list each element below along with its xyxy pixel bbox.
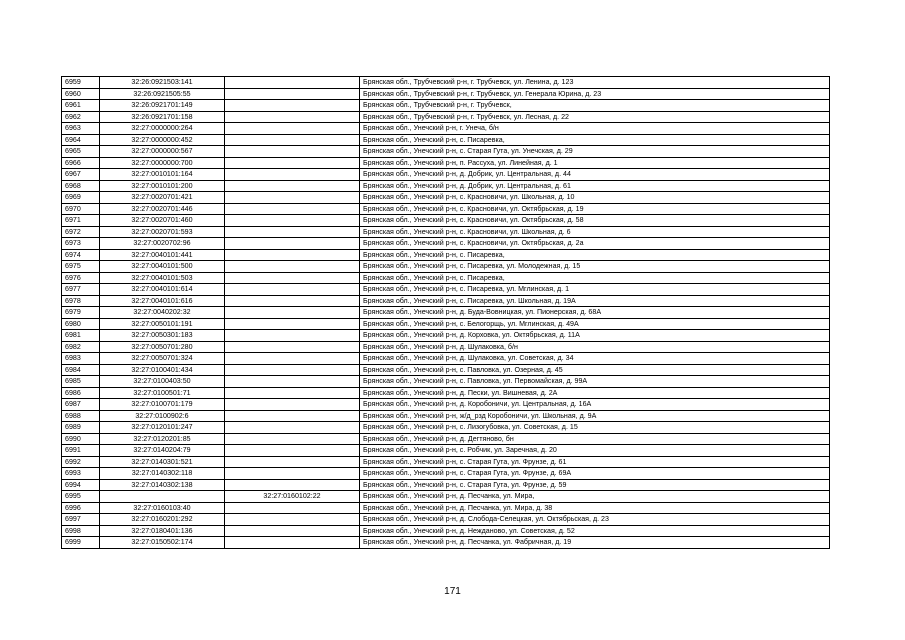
table-row: [62, 422, 830, 434]
cadastral-number-cell: 32:27:0010101:164: [100, 169, 225, 181]
cadastral-number-cell: 32:27:0050701:324: [100, 353, 225, 365]
row-number-cell: 6983: [62, 353, 100, 365]
row-number-cell: 6985: [62, 376, 100, 388]
row-number-cell: 6965: [62, 146, 100, 158]
alt-cadastral-number-cell: [225, 192, 360, 204]
address-cell: Брянская обл., Унечский р-н, с. Красновичи, ул. Школьная, д. 10: [360, 192, 830, 204]
cadastral-number-cell: 32:27:0180401:136: [100, 525, 225, 537]
address-cell: Брянская обл., Трубчевский р-н, г. Трубчевск,: [360, 100, 830, 112]
address-cell: Брянская обл., Унечский р-н, с. Писаревка,: [360, 134, 830, 146]
alt-cadastral-number-cell: [225, 226, 360, 238]
address-cell: Брянская обл., Унечский р-н, с. Писаревка,: [360, 249, 830, 261]
row-number-cell: 6962: [62, 111, 100, 123]
address-cell: Брянская обл., Унечский р-н, с. Белогорщь, ул. Мглинская, д. 49А: [360, 318, 830, 330]
table-row: [62, 410, 830, 422]
cadastral-number-cell: 32:27:0040101:614: [100, 284, 225, 296]
address-cell: Брянская обл., Унечский р-н, д. Дегтяново, бн: [360, 433, 830, 445]
table-row: [62, 514, 830, 526]
table-row: [62, 456, 830, 468]
cadastral-number-cell: 32:27:0050301:183: [100, 330, 225, 342]
row-number-cell: 6959: [62, 77, 100, 89]
address-cell: Брянская обл., Унечский р-н, с. Павловка, ул. Первомайская, д. 99А: [360, 376, 830, 388]
cadastral-number-cell: 32:27:0040202:32: [100, 307, 225, 319]
alt-cadastral-number-cell: [225, 203, 360, 215]
table-row: [62, 146, 830, 158]
table-row: [62, 295, 830, 307]
address-cell: Брянская обл., Унечский р-н, д. Песчанка, ул. Фабричная, д. 19: [360, 537, 830, 549]
alt-cadastral-number-cell: [225, 502, 360, 514]
address-cell: Брянская обл., Унечский р-н, с. Старая Гута, ул. Унечская, д. 29: [360, 146, 830, 158]
address-cell: Брянская обл., Унечский р-н, с. Писаревка, ул. Мглинская, д. 1: [360, 284, 830, 296]
row-number-cell: 6986: [62, 387, 100, 399]
table-row: [62, 77, 830, 89]
cadastral-number-cell: 32:26:0921701:149: [100, 100, 225, 112]
alt-cadastral-number-cell: [225, 537, 360, 549]
row-number-cell: 6994: [62, 479, 100, 491]
address-cell: Брянская обл., Унечский р-н, д. Корховка, ул. Октябрьская, д. 11А: [360, 330, 830, 342]
row-number-cell: 6973: [62, 238, 100, 250]
table-row: [62, 537, 830, 549]
address-cell: Брянская обл., Унечский р-н, п. Рассуха, ул. Линейная, д. 1: [360, 157, 830, 169]
cadastral-number-cell: 32:27:0000000:264: [100, 123, 225, 135]
table-row: [62, 364, 830, 376]
row-number-cell: 6977: [62, 284, 100, 296]
address-cell: Брянская обл., Унечский р-н, д. Шулаковка, ул. Советская, д. 34: [360, 353, 830, 365]
alt-cadastral-number-cell: [225, 272, 360, 284]
address-cell: Брянская обл., Унечский р-н, д. Коробоничи, ул. Центральная, д. 16А: [360, 399, 830, 411]
row-number-cell: 6979: [62, 307, 100, 319]
cadastral-number-cell: 32:27:0050701:280: [100, 341, 225, 353]
row-number-cell: 6987: [62, 399, 100, 411]
cadastral-number-cell: 32:27:0040101:500: [100, 261, 225, 273]
row-number-cell: 6999: [62, 537, 100, 549]
row-number-cell: 6998: [62, 525, 100, 537]
table-row: [62, 330, 830, 342]
cadastral-number-cell: 32:27:0120101:247: [100, 422, 225, 434]
table-row: [62, 479, 830, 491]
alt-cadastral-number-cell: [225, 433, 360, 445]
alt-cadastral-number-cell: [225, 479, 360, 491]
table-row: [62, 433, 830, 445]
table-row: [62, 111, 830, 123]
row-number-cell: 6967: [62, 169, 100, 181]
cadastral-number-cell: 32:27:0140204:79: [100, 445, 225, 457]
table-row: [62, 123, 830, 135]
cadastral-number-cell: 32:27:0100403:50: [100, 376, 225, 388]
row-number-cell: 6976: [62, 272, 100, 284]
table-row: [62, 399, 830, 411]
table-row: [62, 157, 830, 169]
address-cell: Брянская обл., Унечский р-н, ж/д_рзд Коробоничи, ул. Школьная, д. 9А: [360, 410, 830, 422]
address-cell: Брянская обл., Унечский р-н, с. Красновичи, ул. Октябрьская, д. 2а: [360, 238, 830, 250]
cadastral-number-cell: 32:27:0140302:118: [100, 468, 225, 480]
cadastral-number-cell: 32:27:0050101:191: [100, 318, 225, 330]
cadastral-number-cell: 32:26:0921701:158: [100, 111, 225, 123]
row-number-cell: 6991: [62, 445, 100, 457]
cadastral-number-cell: 32:27:0040101:503: [100, 272, 225, 284]
table-row: [62, 445, 830, 457]
address-cell: Брянская обл., Унечский р-н, д. Добрик, ул. Центральная, д. 61: [360, 180, 830, 192]
row-number-cell: 6995: [62, 491, 100, 503]
alt-cadastral-number-cell: [225, 387, 360, 399]
alt-cadastral-number-cell: [225, 146, 360, 158]
cadastral-number-cell: 32:27:0010101:200: [100, 180, 225, 192]
row-number-cell: 6992: [62, 456, 100, 468]
table-row: [62, 180, 830, 192]
cadastral-number-cell: 32:27:0020701:446: [100, 203, 225, 215]
row-number-cell: 6960: [62, 88, 100, 100]
row-number-cell: 6990: [62, 433, 100, 445]
address-cell: Брянская обл., Унечский р-н, д. Пески, ул. Вишневая, д. 2А: [360, 387, 830, 399]
address-cell: Брянская обл., Унечский р-н, д. Нежданово, ул. Советская, д. 52: [360, 525, 830, 537]
address-cell: Брянская обл., Унечский р-н, с. Старая Гута, ул. Фрунзе, д. 61: [360, 456, 830, 468]
row-number-cell: 6974: [62, 249, 100, 261]
row-number-cell: 6966: [62, 157, 100, 169]
cadastral-register-table: [61, 76, 830, 549]
cadastral-number-cell: 32:27:0100902:6: [100, 410, 225, 422]
table-row: [62, 387, 830, 399]
alt-cadastral-number-cell: [225, 215, 360, 227]
cadastral-number-cell: 32:26:0921503:141: [100, 77, 225, 89]
row-number-cell: 6984: [62, 364, 100, 376]
table-row: [62, 353, 830, 365]
alt-cadastral-number-cell: [225, 238, 360, 250]
row-number-cell: 6969: [62, 192, 100, 204]
alt-cadastral-number-cell: [225, 284, 360, 296]
alt-cadastral-number-cell: [225, 295, 360, 307]
cadastral-number-cell: 32:27:0140302:138: [100, 479, 225, 491]
table-row: [62, 88, 830, 100]
address-cell: Брянская обл., Унечский р-н, с. Красновичи, ул. Октябрьская, д. 19: [360, 203, 830, 215]
cadastral-number-cell: 32:27:0020701:421: [100, 192, 225, 204]
cadastral-number-cell: 32:27:0120201:85: [100, 433, 225, 445]
alt-cadastral-number-cell: [225, 169, 360, 181]
table-row: [62, 169, 830, 181]
alt-cadastral-number-cell: [225, 261, 360, 273]
table-row: [62, 376, 830, 388]
row-number-cell: 6975: [62, 261, 100, 273]
table-row: [62, 134, 830, 146]
table-row: [62, 226, 830, 238]
alt-cadastral-number-cell: [225, 341, 360, 353]
table-row: [62, 203, 830, 215]
row-number-cell: 6964: [62, 134, 100, 146]
row-number-cell: 6989: [62, 422, 100, 434]
alt-cadastral-number-cell: [225, 77, 360, 89]
alt-cadastral-number-cell: [225, 307, 360, 319]
address-cell: Брянская обл., Унечский р-н, д. Слобода-Селецкая, ул. Октябрьская, д. 23: [360, 514, 830, 526]
cadastral-number-cell: 32:27:0100401:434: [100, 364, 225, 376]
address-cell: Брянская обл., Унечский р-н, д. Песчанка, ул. Мира, д. 38: [360, 502, 830, 514]
address-cell: Брянская обл., Унечский р-н, д. Шулаковка, б/н: [360, 341, 830, 353]
cadastral-number-cell: 32:27:0020701:593: [100, 226, 225, 238]
table-row: [62, 249, 830, 261]
address-cell: Брянская обл., Унечский р-н, с. Писаревка,: [360, 272, 830, 284]
table-row: [62, 307, 830, 319]
row-number-cell: 6972: [62, 226, 100, 238]
address-cell: Брянская обл., Унечский р-н, с. Писаревка, ул. Школьная, д. 19А: [360, 295, 830, 307]
row-number-cell: 6963: [62, 123, 100, 135]
cadastral-number-cell: 32:27:0000000:452: [100, 134, 225, 146]
alt-cadastral-number-cell: [225, 376, 360, 388]
address-cell: Брянская обл., Трубчевский р-н, г. Трубчевск, ул. Генерала Юрина, д. 23: [360, 88, 830, 100]
alt-cadastral-number-cell: [225, 525, 360, 537]
cadastral-number-cell: 32:27:0100501:71: [100, 387, 225, 399]
cadastral-number-cell: [100, 491, 225, 503]
table-row: [62, 215, 830, 227]
address-cell: Брянская обл., Унечский р-н, с. Писаревка, ул. Молодежная, д. 15: [360, 261, 830, 273]
row-number-cell: 6970: [62, 203, 100, 215]
table-row: [62, 238, 830, 250]
table-row: [62, 192, 830, 204]
alt-cadastral-number-cell: [225, 330, 360, 342]
alt-cadastral-number-cell: [225, 123, 360, 135]
alt-cadastral-number-cell: [225, 445, 360, 457]
address-cell: Брянская обл., Унечский р-н, д. Буда-Вовницкая, ул. Пионерская, д. 68А: [360, 307, 830, 319]
alt-cadastral-number-cell: [225, 180, 360, 192]
alt-cadastral-number-cell: [225, 88, 360, 100]
cadastral-number-cell: 32:27:0140301:521: [100, 456, 225, 468]
cadastral-number-cell: 32:27:0000000:700: [100, 157, 225, 169]
alt-cadastral-number-cell: [225, 353, 360, 365]
page-number: 171: [444, 586, 461, 597]
row-number-cell: 6997: [62, 514, 100, 526]
address-cell: Брянская обл., Трубчевский р-н, г. Трубчевск, ул. Лесная, д. 22: [360, 111, 830, 123]
alt-cadastral-number-cell: [225, 514, 360, 526]
cadastral-number-cell: 32:27:0040101:616: [100, 295, 225, 307]
table-row: [62, 525, 830, 537]
register-table-body: [62, 77, 830, 549]
cadastral-number-cell: 32:26:0921505:55: [100, 88, 225, 100]
row-number-cell: 6978: [62, 295, 100, 307]
cadastral-number-cell: 32:27:0160103:40: [100, 502, 225, 514]
row-number-cell: 6961: [62, 100, 100, 112]
cadastral-number-cell: 32:27:0100701:179: [100, 399, 225, 411]
table-row: [62, 491, 830, 503]
row-number-cell: 6980: [62, 318, 100, 330]
address-cell: Брянская обл., Унечский р-н, г. Унеча, б/н: [360, 123, 830, 135]
table-row: [62, 318, 830, 330]
address-cell: Брянская обл., Унечский р-н, с. Старая Гута, ул. Фрунзе, д. 69А: [360, 468, 830, 480]
address-cell: Брянская обл., Унечский р-н, с. Робчик, ул. Заречная, д. 20: [360, 445, 830, 457]
table-row: [62, 100, 830, 112]
row-number-cell: 6996: [62, 502, 100, 514]
cadastral-number-cell: 32:27:0040101:441: [100, 249, 225, 261]
table-row: [62, 468, 830, 480]
alt-cadastral-number-cell: [225, 364, 360, 376]
table-row: [62, 502, 830, 514]
alt-cadastral-number-cell: [225, 422, 360, 434]
address-cell: Брянская обл., Унечский р-н, с. Красновичи, ул. Школьная, д. 6: [360, 226, 830, 238]
alt-cadastral-number-cell: [225, 399, 360, 411]
row-number-cell: 6971: [62, 215, 100, 227]
alt-cadastral-number-cell: [225, 100, 360, 112]
address-cell: Брянская обл., Унечский р-н, д. Добрик, ул. Центральная, д. 44: [360, 169, 830, 181]
alt-cadastral-number-cell: [225, 111, 360, 123]
row-number-cell: 6968: [62, 180, 100, 192]
table-row: [62, 284, 830, 296]
cadastral-number-cell: 32:27:0160201:292: [100, 514, 225, 526]
address-cell: Брянская обл., Унечский р-н, д. Песчанка, ул. Мира,: [360, 491, 830, 503]
cadastral-number-cell: 32:27:0020702:96: [100, 238, 225, 250]
table-row: [62, 272, 830, 284]
alt-cadastral-number-cell: [225, 249, 360, 261]
alt-cadastral-number-cell: [225, 410, 360, 422]
row-number-cell: 6993: [62, 468, 100, 480]
row-number-cell: 6981: [62, 330, 100, 342]
alt-cadastral-number-cell: [225, 468, 360, 480]
alt-cadastral-number-cell: [225, 456, 360, 468]
address-cell: Брянская обл., Трубчевский р-н, г. Трубчевск, ул. Ленина, д. 123: [360, 77, 830, 89]
cadastral-number-cell: 32:27:0150502:174: [100, 537, 225, 549]
row-number-cell: 6982: [62, 341, 100, 353]
address-cell: Брянская обл., Унечский р-н, с. Павловка, ул. Озерная, д. 45: [360, 364, 830, 376]
address-cell: Брянская обл., Унечский р-н, с. Лизогубовка, ул. Советская, д. 15: [360, 422, 830, 434]
row-number-cell: 6988: [62, 410, 100, 422]
address-cell: Брянская обл., Унечский р-н, с. Старая Гута, ул. Фрунзе, д. 59: [360, 479, 830, 491]
alt-cadastral-number-cell: [225, 157, 360, 169]
table-row: [62, 341, 830, 353]
cadastral-number-cell: 32:27:0000000:567: [100, 146, 225, 158]
alt-cadastral-number-cell: 32:27:0160102:22: [225, 491, 360, 503]
address-cell: Брянская обл., Унечский р-н, с. Красновичи, ул. Октябрьская, д. 58: [360, 215, 830, 227]
cadastral-number-cell: 32:27:0020701:460: [100, 215, 225, 227]
table-row: [62, 261, 830, 273]
alt-cadastral-number-cell: [225, 134, 360, 146]
alt-cadastral-number-cell: [225, 318, 360, 330]
